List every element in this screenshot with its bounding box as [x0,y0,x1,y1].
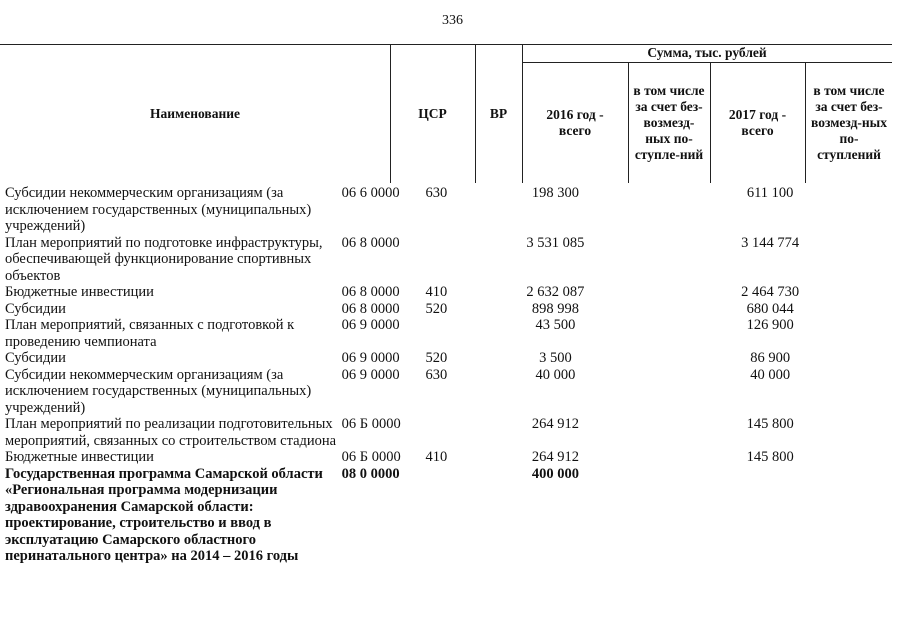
cell-2016-free [615,416,705,449]
cell-vr [420,416,496,449]
cell-name: Субсидии [5,300,66,317]
table-row [0,284,905,301]
cell-name: План мероприятий, связанных с подготовкой к проведению чемпионата [5,317,295,350]
header-divider-sum [522,44,523,183]
cell-2016-free [615,367,705,417]
cell-2017-free [835,301,905,318]
cell-csr: 06 Б 0000 [341,449,401,465]
cell-2016-total: 40 000 [535,366,576,383]
cell-2016-free [615,449,705,466]
header-divider-2017 [710,62,711,183]
cell-2016-total: 3 531 085 [526,234,585,251]
cell-2016-total: 2 632 087 [526,284,585,300]
cell-2017-total: 145 800 [746,416,794,432]
cell-csr: 08 0 0000 [341,465,400,482]
header-2017-free: в том числе за счет без-возмезд-ных по-ступлений [811,82,887,162]
cell-csr: 06 8 0000 [341,300,400,317]
cell-name: Субсидии [5,350,66,366]
cell-2017-free [835,317,905,350]
table-row [0,235,905,285]
page-number: 336 [442,13,463,28]
cell-vr [420,317,496,350]
cell-vr: 410 [425,449,448,465]
cell-2017-total: 3 144 774 [741,234,800,251]
header-2017-total: 2017 год - всего [728,106,787,138]
cell-2016-total: 198 300 [531,185,579,201]
cell-2017-free [835,367,905,417]
cell-2016-free [615,284,705,301]
table-body [0,185,905,565]
table-row [0,367,905,417]
header-sum-group: Сумма, тыс. рублей [647,45,767,60]
cell-2016-total: 264 912 [531,449,579,465]
cell-2017-free [835,185,905,235]
table-header [0,44,892,183]
cell-2016-total: 43 500 [535,317,576,333]
cell-vr: 630 [425,185,448,201]
table-row-program [0,466,905,565]
table-row [0,416,905,449]
cell-2016-total: 400 000 [531,465,579,482]
cell-2016-total: 264 912 [531,416,579,432]
cell-vr [420,235,496,285]
cell-2017-free [835,235,905,285]
cell-name: Субсидии некоммерческим организациям (за исключением государственных (муниципальных) учреждений) [5,185,312,234]
cell-2016-free [615,350,705,367]
cell-vr: 630 [425,366,448,383]
header-vr: ВР [489,105,508,121]
cell-2017-total: 611 100 [746,185,794,201]
cell-2017-free [835,466,905,565]
cell-name: Бюджетные инвестиции [5,284,154,300]
cell-2017-total: 2 464 730 [741,284,800,300]
cell-vr: 520 [425,350,448,366]
table-row [0,317,905,350]
cell-2016-total: 898 998 [531,300,579,317]
cell-2016-free [615,185,705,235]
cell-2017-free [835,416,905,449]
header-divider-2016-free [628,62,629,183]
table-row [0,350,905,367]
cell-name: План мероприятий по подготовке инфраструктуры, обеспечивающей функционирование спортивных объектов [5,234,323,284]
table-row [0,449,905,466]
cell-csr: 06 6 0000 [341,185,400,201]
cell-2016-free [615,317,705,350]
cell-name: План мероприятий по реализации подготовительных мероприятий, связанных со строительством стадиона [5,416,337,449]
cell-csr: 06 Б 0000 [341,416,401,432]
cell-2016-total: 3 500 [539,350,572,366]
cell-csr: 06 9 0000 [341,350,400,366]
cell-2017-free [835,350,905,367]
cell-2017-total: 680 044 [746,300,794,317]
header-csr: ЦСР [418,105,447,121]
cell-2017-total: 145 800 [746,449,794,465]
cell-vr [420,466,496,565]
table-row [0,301,905,318]
cell-2017-total: 86 900 [750,350,791,366]
header-name: Наименование [150,105,240,121]
cell-csr: 06 8 0000 [341,234,400,251]
cell-vr: 520 [425,300,448,317]
table-row [0,185,905,235]
cell-vr: 410 [425,284,448,300]
cell-csr: 06 9 0000 [341,317,400,333]
header-2016-free: в том числе за счет без-возмезд-ных по-ступле-ний [633,82,705,162]
cell-2016-free [615,235,705,285]
cell-csr: 06 9 0000 [341,366,400,383]
cell-2017-total [705,466,835,565]
cell-name: Государственная программа Самарской области «Региональная программа модернизации здравоохранения Самарской области: проектирование, строительство и ввод в эксплуатацию Самарского областного перинатального центра» на 2014 – 2016 годы [5,465,323,564]
cell-2017-free [835,449,905,466]
header-divider-2017-free [805,62,806,183]
cell-name: Бюджетные инвестиции [5,449,154,465]
cell-name: Субсидии некоммерческим организациям (за исключением государственных (муниципальных) учреждений) [5,366,312,416]
header-2016-total: 2016 год - всего [546,106,604,138]
cell-2017-free [835,284,905,301]
cell-csr: 06 8 0000 [341,284,400,300]
cell-2016-free [615,301,705,318]
cell-2017-total: 126 900 [746,317,794,333]
cell-2016-free [615,466,705,565]
cell-2017-total: 40 000 [750,366,791,383]
